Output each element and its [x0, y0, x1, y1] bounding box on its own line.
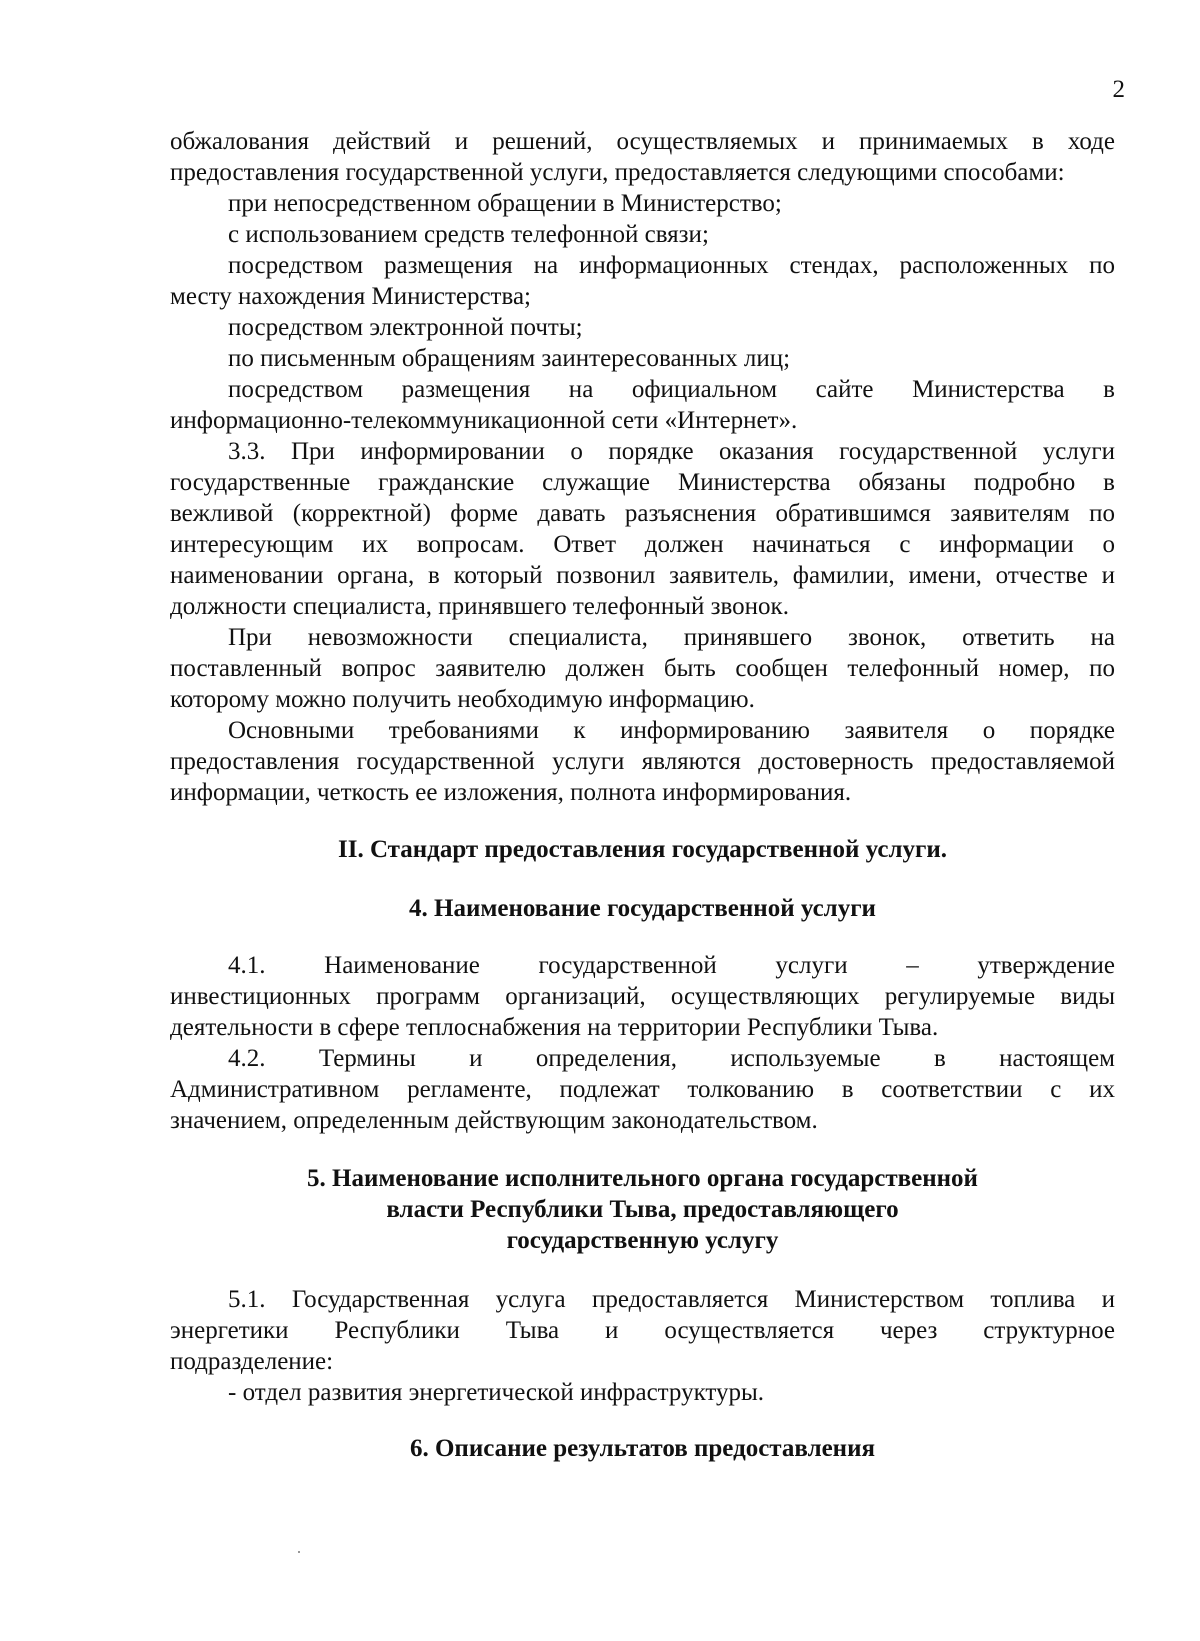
section-heading: государственную услугу: [506, 1227, 779, 1254]
paragraph-line: обжалования действий и решений, осуществляемых и принимаемых в ходе: [170, 128, 1115, 155]
paragraph-line: должности специалиста, принявшего телефонный звонок.: [170, 593, 789, 620]
list-item: при непосредственном обращении в Министерство;: [228, 190, 782, 217]
paragraph-line: вежливой (корректной) форме давать разъяснения обратившимся заявителям по: [170, 500, 1115, 527]
section-heading: власти Республики Тыва, предоставляющего: [386, 1196, 899, 1223]
page-number: 2: [1112, 76, 1125, 103]
section-heading: 4. Наименование государственной услуги: [409, 895, 876, 922]
section-heading: II. Стандарт предоставления государственной услуги.: [338, 836, 947, 863]
paragraph-line: 5.1. Государственная услуга предоставляется Министерством топлива и: [228, 1286, 1115, 1313]
scan-speck: [298, 1551, 300, 1553]
section-heading: 6. Описание результатов предоставления: [409, 1435, 876, 1462]
list-item: по письменным обращениям заинтересованных лиц;: [228, 345, 791, 372]
paragraph-line: инвестиционных программ организаций, осуществляющих регулируемые виды: [170, 983, 1115, 1010]
paragraph-line: подразделение:: [170, 1348, 334, 1375]
paragraph-line: Основными требованиями к информированию заявителя о порядке: [228, 717, 1115, 744]
paragraph-line: энергетики Республики Тыва и осуществляется через структурное: [170, 1317, 1115, 1344]
paragraph-line: Административном регламенте, подлежат толкованию в соответствии с их: [170, 1076, 1115, 1103]
paragraph-line: предоставления государственной услуги являются достоверность предоставляемой: [170, 748, 1115, 775]
paragraph-line: наименовании органа, в который позвонил заявитель, фамилии, имени, отчестве и: [170, 562, 1115, 589]
list-item: - отдел развития энергетической инфраструктуры.: [228, 1379, 765, 1406]
paragraph-line: 4.2. Термины и определения, используемые в настоящем: [228, 1045, 1115, 1072]
paragraph-line: которому можно получить необходимую информацию.: [170, 686, 755, 713]
paragraph-line: поставленный вопрос заявителю должен быть сообщен телефонный номер, по: [170, 655, 1115, 682]
paragraph-line: 3.3. При информировании о порядке оказания государственной услуги: [228, 438, 1115, 465]
paragraph-line: информации, четкость ее изложения, полнота информирования.: [170, 779, 852, 806]
list-item-continuation: информационно-телекоммуникационной сети «Интернет».: [170, 407, 798, 434]
paragraph-line: предоставления государственной услуги, предоставляется следующими способами:: [170, 159, 1065, 186]
list-item: с использованием средств телефонной связи;: [228, 221, 709, 248]
paragraph-line: деятельности в сфере теплоснабжения на территории Республики Тыва.: [170, 1014, 939, 1041]
section-heading: 5. Наименование исполнительного органа государственной: [307, 1165, 978, 1192]
list-item: посредством размещения на информационных стендах, расположенных по: [228, 252, 1115, 279]
paragraph-line: значением, определенным действующим законодательством.: [170, 1107, 818, 1134]
list-item: посредством электронной почты;: [228, 314, 583, 341]
list-item: посредством размещения на официальном сайте Министерства в: [228, 376, 1115, 403]
list-item-continuation: месту нахождения Министерства;: [170, 283, 531, 310]
paragraph-line: 4.1. Наименование государственной услуги – утверждение: [228, 952, 1115, 979]
paragraph-line: государственные гражданские служащие Министерства обязаны подробно в: [170, 469, 1115, 496]
paragraph-line: интересующим их вопросам. Ответ должен начинаться с информации о: [170, 531, 1115, 558]
paragraph-line: При невозможности специалиста, принявшего звонок, ответить на: [228, 624, 1115, 651]
